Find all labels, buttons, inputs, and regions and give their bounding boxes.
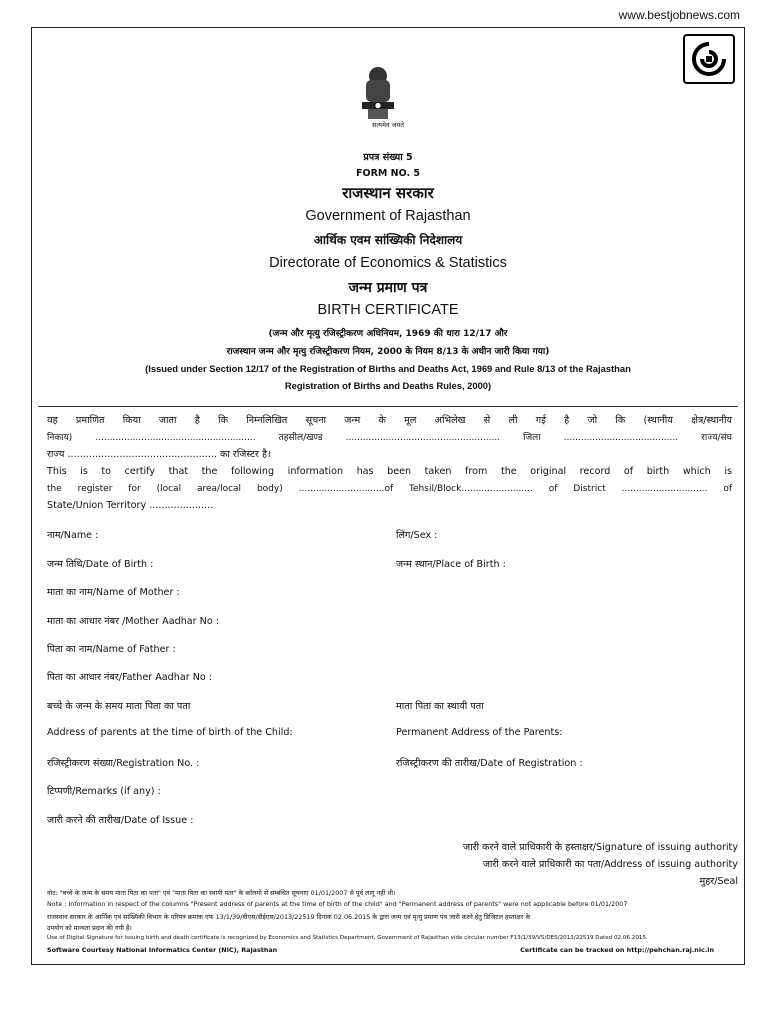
note-hindi: नोट: "बच्चे के जन्म के समय माता पिता का पता" एवं "माता पिता का स्थायी पता" के कॉलमो से सम्बंधित सूचनाए 01/01/2007 से पूर्व लागू नहीं थी। xyxy=(47,889,396,897)
remarks-label: टिप्पणी/Remarks (if any) : xyxy=(47,786,161,797)
form-number-hindi: प्रपत्र संख्या 5 xyxy=(363,152,413,163)
issue-date-label: जारी करने की तारीख/Date of Issue : xyxy=(47,815,194,826)
certify-english-line-1: This is to certify that the following information has been taken from the original record of birth which is xyxy=(47,466,732,477)
issued-under-english-1: (Issued under Section 12/17 of the Registration of Births and Deaths Act, 1969 and Rule 8/13 of the Rajasthan xyxy=(145,363,631,374)
website-url: www.bestjobnews.com xyxy=(618,8,740,22)
digital-signature-note-english: Use of Digital Signature for issuing birth and death certificate is recognized by Economics and Statistics Department, Government of Rajasthan vide circular number F13/1/39/VS/DES/2013/22519 Dated 02.06.2015. xyxy=(47,935,648,941)
issued-under-hindi-2: राजस्थान जन्म और मृत्यु रजिस्ट्रीकरण नियम, 2000 के नियम 8/13 के अधीन जारी किया गया) xyxy=(226,347,550,357)
registration-date-label: रजिस्ट्रीकरण की तारीख/Date of Registration : xyxy=(396,758,583,769)
software-courtesy: Software Courtesy National Informatics Center (NIC), Rajasthan xyxy=(47,946,278,954)
certificate-title: BIRTH CERTIFICATE xyxy=(317,302,459,318)
address-at-birth-hindi: बच्चे के जन्म के समय माता पिता का पता xyxy=(47,701,191,712)
place-of-birth-label: जन्म स्थान/Place of Birth : xyxy=(396,559,506,570)
certificate-frame xyxy=(31,27,745,965)
permanent-address-label: Permanent Address of the Parents: xyxy=(396,727,563,738)
digital-signature-note-hindi-1: राजस्थान सरकार के आर्थिक एवं सांख्यिकी विभाग के परिपत्र क्रमांक एफ 13/1/39/वीएस/डीईएस/2013/22519 दिनांक 02.06.2015 के द्वारा जन्म एवं मृत्यु प्रमाण पत्र जारी करने हेतु डिजिटल हस्ताक्षर के xyxy=(47,913,531,921)
seal-label: मुहर/Seal xyxy=(699,876,738,887)
authority-address-label: जारी करने वाले प्राधिकारी का पता/Address of issuing authority xyxy=(482,859,738,870)
directorate-title: Directorate of Economics & Statistics xyxy=(269,255,507,271)
father-name-label: पिता का नाम/Name of Father : xyxy=(47,644,176,655)
digital-signature-note-hindi-2: उपयोग को मान्यता प्रदान की गयी है। xyxy=(47,924,132,932)
certify-hindi-line-3: राज्य ................................................. का रजिस्टर है। xyxy=(47,449,271,460)
note-english: Note : Information in respect of the columns "Present address of parents at the time of birth of the child" and "Permanent address of parents" were not applicable before 01/01/2007 xyxy=(47,900,628,908)
name-label: नाम/Name : xyxy=(47,530,99,541)
authority-signature-label: जारी करने वाले प्राधिकारी के हस्ताक्षर/Signature of issuing authority xyxy=(463,842,738,853)
permanent-address-hindi: माता पिता का स्थायी पता xyxy=(396,701,484,712)
government-hindi: राजस्थान सरकार xyxy=(342,184,434,202)
date-of-birth-label: जन्म तिथि/Date of Birth : xyxy=(47,559,154,570)
address-at-birth-label: Address of parents at the time of birth of the Child: xyxy=(47,727,293,738)
tracking-url: Certificate can be tracked on http://pehchan.raj.nic.in xyxy=(520,946,714,954)
certify-english-line-2: the register for (local area/local body) ..............................of Tehsil/Block......................... of District .............................. of xyxy=(47,484,732,494)
registration-number-label: रजिस्ट्रीकरण संख्या/Registration No. : xyxy=(47,758,200,769)
certify-english-line-3: State/Union Territory ..................... xyxy=(47,500,214,511)
father-aadhar-label: पिता का आधार नंबर/Father Aadhar No : xyxy=(47,672,213,683)
emblem-motto: सत्यमेव जयते xyxy=(372,121,404,129)
mother-aadhar-label: माता का आधार नंबर /Mother Aadhar No : xyxy=(47,616,219,627)
divider xyxy=(38,406,738,407)
certify-hindi-line-2: निकाय) ........................................................ तहसील/खण्ड ...................................................... जिला ........................................ राज्य/संघ xyxy=(47,433,732,443)
sex-label: लिंग/Sex : xyxy=(396,530,438,541)
pehchan-logo-icon xyxy=(683,34,735,84)
form-number: FORM NO. 5 xyxy=(356,168,420,179)
mother-name-label: माता का नाम/Name of Mother : xyxy=(47,587,180,598)
issued-under-hindi-1: (जन्म और मृत्यु रजिस्ट्रीकरण अधिनियम, 1969 की धारा 12/17 और xyxy=(268,329,508,339)
government-title: Government of Rajasthan xyxy=(305,208,471,224)
certificate-title-hindi: जन्म प्रमाण पत्र xyxy=(348,280,428,296)
certify-hindi-line-1: यह प्रमाणित किया जाता है कि निम्नलिखित सूचना जन्म के मूल अभिलेख से ली गई है जो कि (स्थानीय क्षेत्र/स्थानीय xyxy=(47,415,732,426)
issued-under-english-2: Registration of Births and Deaths Rules, 2000) xyxy=(284,380,492,391)
directorate-hindi: आर्थिक एवम सांख्यिकी निदेशालय xyxy=(313,233,463,247)
